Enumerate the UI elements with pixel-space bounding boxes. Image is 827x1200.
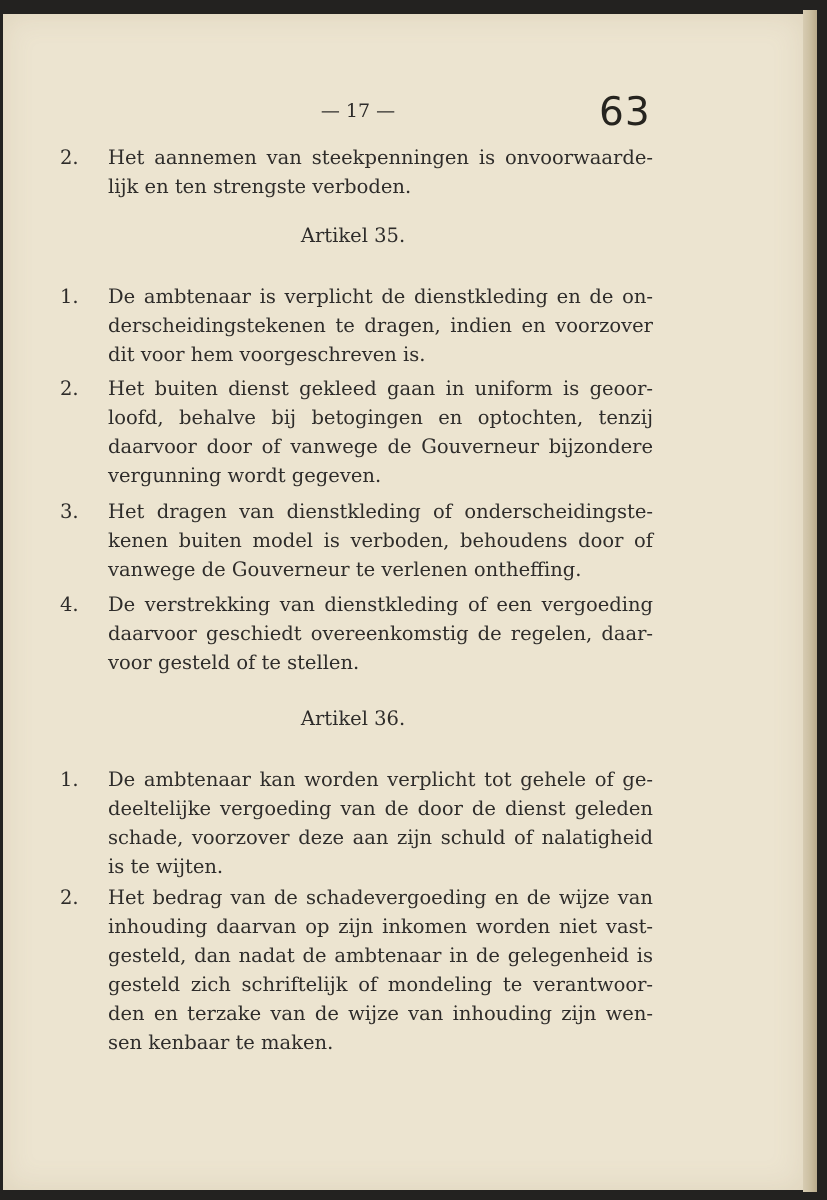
text-line: voor gesteld of te stellen. (108, 651, 360, 674)
text-line: vergunning wordt gegeven. (108, 464, 382, 487)
text-line: kenen buiten model is verboden, behoudens door of (108, 529, 653, 552)
text-line: den en terzake van de wijze van inhouding zijn wen- (108, 1002, 653, 1025)
text-line: Het buiten dienst gekleed gaan in uniform is geoor- (108, 377, 653, 400)
paragraph-number: 1. (60, 285, 79, 308)
text-line: Het dragen van dienstkleding of onderscheidingste- (108, 500, 653, 523)
text-line: schade, voorzover deze aan zijn schuld of nalatigheid (108, 826, 653, 849)
paragraph-steekpenningen (108, 143, 653, 201)
text-line: De verstrekking van dienstkleding of een vergoeding (108, 593, 653, 616)
paragraph-number: 2. (60, 377, 79, 400)
article-35-paragraph-3 (108, 497, 653, 584)
text-line: daarvoor geschiedt overeenkomstig de regelen, daar- (108, 622, 653, 645)
document-page (3, 14, 803, 1190)
text-line: Het bedrag van de schadevergoeding en de wijze van (108, 886, 653, 909)
text-line: Het aannemen van steekpenningen is onvoorwaarde- (108, 146, 653, 169)
page-folio: — 17 — (320, 100, 396, 122)
paragraph-number: 3. (60, 500, 79, 523)
paragraph-number: 4. (60, 593, 79, 616)
article-35-paragraph-4 (108, 590, 653, 677)
text-line: sen kenbaar te maken. (108, 1031, 334, 1054)
text-line: daarvoor door of vanwege de Gouverneur bijzondere (108, 435, 653, 458)
page-edge (803, 10, 817, 1192)
text-line: gesteld, dan nadat de ambtenaar in de gelegenheid is (108, 944, 653, 967)
paragraph-number: 1. (60, 768, 79, 791)
text-line: De ambtenaar kan worden verplicht tot gehele of ge- (108, 768, 653, 791)
text-line: gesteld zich schriftelijk of mondeling te verantwoor- (108, 973, 653, 996)
text-line: vanwege de Gouverneur te verlenen ontheffing. (108, 558, 582, 581)
text-line: dit voor hem voorgeschreven is. (108, 343, 426, 366)
text-line: loofd, behalve bij betogingen en optochten, tenzij (108, 406, 653, 429)
handwritten-page-number: 63 (599, 90, 651, 135)
article-36-heading: Artikel 36. (300, 707, 406, 730)
text-line: inhouding daarvan op zijn inkomen worden niet vast- (108, 915, 653, 938)
article-35-paragraph-2 (108, 374, 653, 490)
text-line: is te wijten. (108, 855, 224, 878)
article-35-heading: Artikel 35. (300, 224, 406, 247)
article-36-paragraph-1 (108, 765, 653, 881)
article-36-paragraph-2 (108, 883, 653, 1057)
text-line: derscheidingstekenen te dragen, indien en voorzover (108, 314, 653, 337)
text-line: De ambtenaar is verplicht de dienstkleding en de on- (108, 285, 653, 308)
paragraph-number: 2. (60, 886, 79, 909)
text-line: lijk en ten strengste verboden. (108, 175, 412, 198)
text-line: deeltelijke vergoeding van de door de dienst geleden (108, 797, 653, 820)
paragraph-number: 2. (60, 146, 79, 169)
article-35-paragraph-1 (108, 282, 653, 369)
